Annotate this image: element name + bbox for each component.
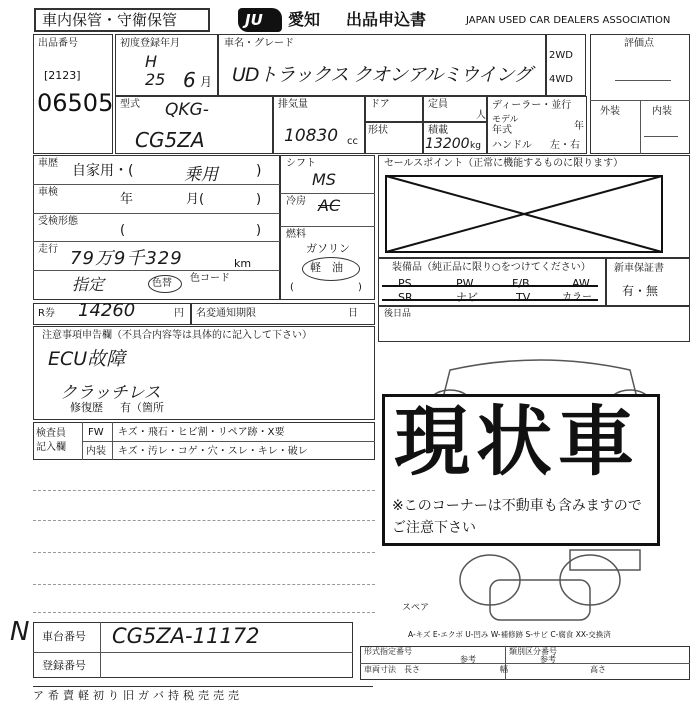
footer-2: 賣 — [63, 689, 74, 702]
footer-1: 希 — [48, 689, 59, 702]
stamp-text: 現状車 — [394, 397, 640, 486]
ref-label-2: 参考 — [540, 655, 556, 664]
equip-ps: PS — [398, 277, 412, 290]
type-value-1: QKG- — [165, 100, 209, 120]
warranty-label: 新車保証書 — [614, 263, 664, 274]
ac-value: AC — [318, 196, 341, 215]
equipment-label: 装備品（純正品に限り○をつけてください） — [392, 262, 591, 273]
first-reg-year: 25 — [145, 70, 166, 89]
inspection-label: 車検 — [38, 187, 58, 198]
received-paren: ( — [120, 223, 126, 238]
displacement-value: 10830 — [284, 126, 339, 146]
inspector-in: 内装 — [86, 446, 106, 457]
color-note: 色替 — [152, 278, 172, 289]
dealer-parallel: ディーラー・並行 — [492, 100, 572, 111]
mileage-value: 79万9千329 — [70, 248, 183, 269]
dealer-handle: ハンドル — [492, 140, 532, 151]
load-value: 13200 — [425, 136, 470, 152]
size-label: 車両寸法 — [364, 665, 396, 674]
equip-tv: TV — [516, 291, 531, 304]
inspector-fw-text: キズ・飛石・ヒビ割・リペア跡・X要 — [118, 427, 285, 438]
repair-label: 修復歴 — [70, 401, 103, 414]
type-label: 型式 — [120, 99, 140, 110]
footer-row — [33, 686, 373, 700]
footer-7: ガ — [138, 689, 149, 702]
fuel-gas: ガソリン — [306, 242, 350, 255]
footer-8: バ — [153, 689, 164, 702]
misc-box — [378, 306, 690, 342]
first-reg-era: H — [145, 52, 158, 71]
load-label: 積載 — [428, 125, 448, 136]
dealer-year-unit: 年 — [574, 121, 584, 132]
misc-label: 後日品 — [384, 309, 412, 319]
footer-4: 初 — [93, 689, 104, 702]
bottom-letter: N — [10, 617, 30, 647]
repair-value: 有（箇所 — [120, 401, 164, 414]
class-number-label: 類別区分番号 — [509, 647, 557, 656]
recycle-unit: 円 — [174, 308, 184, 319]
recycle-label: R券 — [38, 308, 55, 319]
equip-fb: F/B — [512, 277, 530, 290]
lot-label: 出品番号 — [38, 38, 78, 49]
fuel-paren: ( — [290, 282, 294, 293]
aichi-label: 愛知 — [288, 10, 321, 29]
inspector-label-2: 記入欄 — [36, 442, 66, 453]
inspection-close: ) — [256, 192, 262, 207]
registration-label: 登録番号 — [42, 659, 86, 672]
equip-navi: ナビ — [456, 291, 478, 304]
damage-legend: A-キズ E-エクボ U-凹み W-補修跡 S-サビ C-腐食 XX-交換済 — [408, 630, 611, 639]
inspector-in-text: キズ・汚レ・コゲ・穴・スレ・キレ・破レ — [118, 446, 308, 457]
notes-line-1: ECU故障 — [48, 348, 126, 370]
footer-5: り — [108, 689, 119, 702]
notice-label: 名変通知期限 — [196, 308, 256, 319]
capacity-unit: 人 — [476, 110, 486, 121]
lot-number: 06505 — [37, 89, 114, 117]
footer-9: 持 — [168, 689, 179, 702]
dealer-year: 年式 — [492, 125, 512, 136]
model-label: 車名・グレード — [224, 38, 294, 49]
footer-3: 軽 — [78, 689, 89, 702]
received-label: 受検形態 — [38, 216, 78, 227]
form-title: 出品申込書 — [346, 10, 427, 29]
equip-color: カラー — [562, 292, 592, 303]
association-label: JAPAN USED CAR DEALERS ASSOCIATION — [466, 15, 671, 26]
inspector-label-1: 検査員 — [36, 428, 66, 439]
ref-label-1: 参考 — [460, 655, 476, 664]
chassis-value: CG5ZA-11172 — [112, 624, 260, 648]
shift-value: MS — [312, 170, 336, 189]
sales-point-cross — [384, 174, 664, 254]
stamp-note: ※このコーナーは不動車も含みますのでご注意下さい — [392, 498, 642, 536]
footer-11: 売 — [198, 689, 209, 702]
model-value: UDトラックス クオンアルミウイング — [232, 64, 532, 86]
spare-label: スペア — [402, 603, 430, 613]
footer-6: 旧 — [123, 689, 134, 702]
exterior-label: 外装 — [600, 106, 620, 117]
dealer-model: モデル — [492, 115, 519, 125]
shift-label: シフト — [286, 158, 316, 169]
equip-pw: PW — [456, 277, 474, 290]
notice-day: 日 — [348, 308, 358, 319]
footer-10: 税 — [183, 689, 194, 702]
warranty-value: 有・無 — [622, 284, 659, 298]
ac-label: 冷房 — [286, 196, 306, 207]
capacity-label: 定員 — [428, 99, 448, 110]
interior-label: 内装 — [652, 106, 672, 117]
recycle-value: 14260 — [78, 300, 136, 321]
equip-aw: AW — [572, 277, 590, 290]
drive-4wd: 4WD — [549, 74, 573, 85]
displacement-unit: cc — [347, 136, 358, 147]
first-reg-month-unit: 月 — [200, 75, 213, 89]
dealer-lr: 左・右 — [550, 140, 580, 151]
door-label: ドア — [370, 99, 390, 110]
fuel-label: 燃料 — [286, 229, 306, 240]
mileage-label: 走行 — [38, 244, 58, 255]
mileage-unit: km — [234, 257, 252, 270]
first-reg-month: 6 — [183, 68, 196, 92]
length-label: 長さ — [404, 665, 420, 674]
footer-12: 売 — [213, 689, 224, 702]
type-value-2: CG5ZA — [135, 128, 205, 152]
chassis-label: 車台番号 — [42, 630, 86, 643]
inspection-month: 月( — [186, 192, 205, 207]
displacement-label: 排気量 — [278, 99, 308, 110]
form-number-label: 形式指定番号 — [364, 647, 412, 656]
load-unit: kg — [470, 141, 481, 151]
width-label: 幅 — [500, 665, 508, 674]
height-label: 高さ — [590, 665, 606, 674]
fuel-close: ) — [358, 282, 362, 293]
fuel-diesel: 軽 油 — [310, 261, 343, 274]
drive-2wd: 2WD — [549, 50, 573, 61]
history-label: 車歴 — [38, 158, 58, 169]
equip-sr: SR — [398, 291, 413, 304]
color-code-label: 色コード — [190, 273, 230, 284]
color-value: 指定 — [72, 275, 105, 294]
drive-box — [546, 34, 586, 96]
history-value: 自家用・( — [72, 163, 134, 179]
footer-0: ア — [33, 689, 44, 702]
notes-label: 注意事項申告欄（不具合内容等は具体的に記入して下さい） — [42, 330, 312, 341]
history-close: ) — [256, 163, 262, 179]
rating-label: 評価点 — [624, 38, 654, 49]
footer-13: 売 — [228, 689, 239, 702]
sales-point-label: セールスポイント（正常に機能するものに限ります） — [384, 158, 624, 169]
ju-logo-text: JU — [245, 11, 263, 29]
first-reg-label: 初度登録年月 — [120, 38, 180, 49]
inspection-year: 年 — [120, 192, 134, 207]
lot-code: [2123] — [44, 69, 81, 82]
inspector-fw: FW — [88, 427, 104, 438]
shape-label: 形状 — [368, 125, 388, 136]
history-handwritten: 乗用 — [184, 165, 218, 185]
storage-label: 車内保管・守衛保管 — [42, 11, 178, 29]
received-close: ) — [256, 223, 262, 238]
notes-line-2: クラッチレス — [60, 383, 161, 403]
